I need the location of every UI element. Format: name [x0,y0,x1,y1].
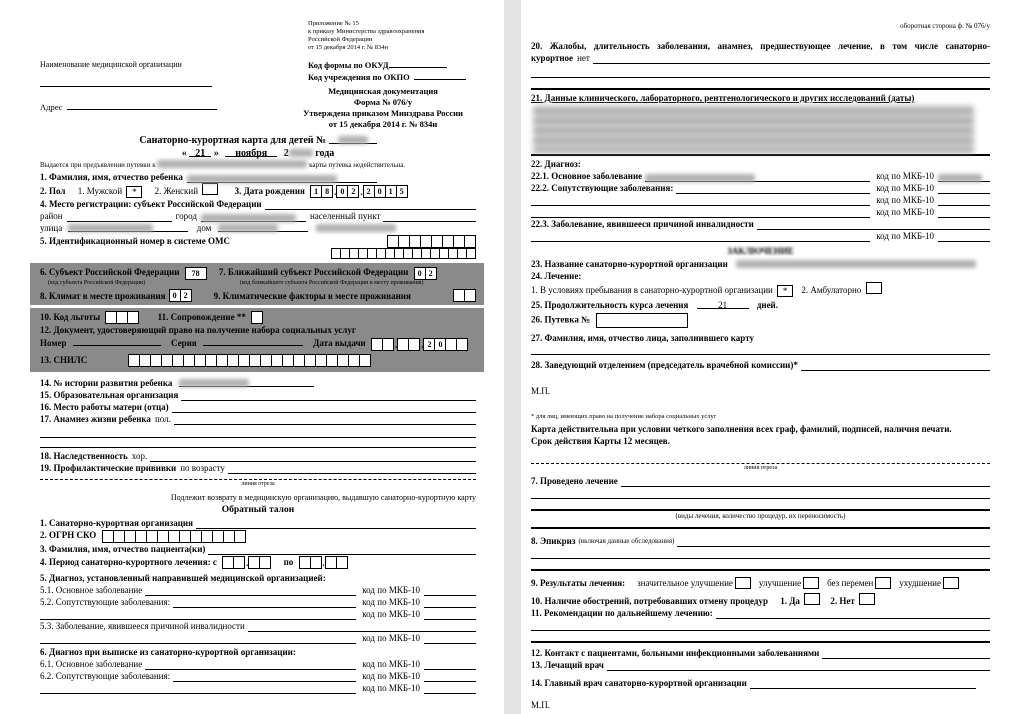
talon-field-6-2-row [40,670,476,682]
okpo-label: Код учреждения по ОКПО [308,72,410,82]
field-20-blank [593,54,990,64]
back-field-12-label: 12. Контакт с пациентами, больными инфекционными заболеваниями [531,648,820,658]
field-16-blank [172,403,476,413]
result-no-change-checkbox [875,577,891,589]
field-18-blank [150,452,476,462]
field-14-label: 14. № истории развития ребенка [40,378,173,389]
field-22-3-row [531,218,990,230]
result-worsening-checkbox [943,577,959,589]
doc-issue-date-boxes: . . 2 0 [372,338,469,351]
field-4-blank [265,200,476,210]
oms-boxes-row2 [332,248,476,259]
okud-label: Код формы по ОКУД [308,60,389,70]
voucher-number-box [596,313,688,328]
field-10-boxes [106,311,139,324]
gray-section-benefits [30,308,484,372]
doc-series-label: Серия [170,338,197,349]
talon-field-2-label: 2. ОГРН СКО [40,530,97,541]
back-field-13-row [531,659,990,671]
org-name-blank [40,86,212,87]
field-19-row [40,462,476,474]
continuation-blank [40,634,356,644]
field-22-2-cont-row [531,194,990,206]
issue-day: 21 [189,147,211,157]
field-25-value: 21 [697,299,749,309]
field-8-boxes: 0 2 [170,289,192,302]
field-6-7-notes [40,280,476,287]
address-extra-redacted [316,224,396,232]
field-12-values-row [40,336,476,350]
issue-month: ноября [225,147,277,157]
blank-line [531,154,990,156]
mkb-label: код по МКБ-10 [362,609,420,619]
okud-blank [389,58,447,68]
result-improvement-label: улучшение [758,578,802,588]
field-21-redacted-block [533,105,974,153]
page-divider [504,0,521,714]
result-significant-improvement-checkbox [735,577,751,589]
talon-field-5-2-cont-row [40,608,476,620]
talon-field-1-blank [196,519,476,529]
back-field-10-label: 10. Наличие обострений, потребовавших отмену процедур [531,596,768,606]
talon-field-2-row [40,529,476,542]
blank-line [40,447,476,448]
talon-field-1-label: 1. Санаторно-курортная организация [40,518,193,529]
talon-field-5-2-blank [173,598,356,608]
talon-field-5-3-row [40,620,476,632]
mkb-blank [938,208,990,218]
sex-female-checkbox [202,183,218,195]
form-title [40,134,476,147]
issue-note [40,160,476,171]
meddoc-line: Утверждена приказом Минздрава России [303,108,463,118]
talon-field-4-label: 4. Период санаторно-курортного лечения: с [40,556,217,567]
back-field-8-label: 8. Эпикриз [531,536,576,546]
annex-line: к приказу Министерства здравоохранения [308,28,425,35]
meddoc-line: Форма № 076/у [353,97,413,107]
blank-line [531,77,990,78]
mkb-blank [424,586,476,596]
field-13-label: 13. СНИЛС [40,354,88,365]
mkb-label: код по МКБ-10 [362,585,420,595]
gray-section-region-codes [30,263,484,304]
doc-issue-date-label: Дата выдачи [313,338,366,349]
field-12-label: 12. Документ, удостоверяющий право на получение набора социальных услуг [40,325,356,336]
talon-field-5-3-cont-row [40,632,476,644]
back-field-7-row [531,475,990,487]
back-field-8-row [531,535,990,547]
field-6-boxes: 78 [186,267,207,280]
field-24-header: 24. Лечение: [531,271,582,281]
field-7-label: 7. Ближайший субъект Российской Федерации [218,267,409,278]
field-23-row [531,258,990,270]
stamp-mark: М.П. [531,386,551,396]
field-19-value: по возрасту [180,463,225,474]
address-field [40,100,217,112]
blank-line [531,498,990,499]
exacerbation-yes-label: 1. Да [780,596,800,606]
field-16-row [40,401,476,413]
conclusion-title: ЗАКЛЮЧЕНИЕ [727,246,794,256]
field-19-label: 19. Профилактические прививки [40,463,177,474]
back-field-7-label: 7. Проведено лечение [531,476,618,486]
field-5-oms [40,235,476,259]
talon-field-3-blank [208,545,476,555]
back-field-9-row [531,577,990,589]
settlement-label: населенный пункт [309,211,381,222]
okud-field [308,58,447,70]
field-6-7-row [40,266,476,279]
validity-note-line1: Карта действительна при условии четкого заполнения всех граф, фамилий, подписей, наличия печати. [531,424,952,434]
talon-field-5-1-row [40,584,476,596]
issue-note-pre: Выдается при предъявлении путевки к [40,161,156,169]
field-26-label: 26. Путевка № [531,314,591,325]
back-field-11-row [531,607,990,619]
blank-line [531,569,990,571]
field-28-blank [801,361,990,371]
field-1-child-name [40,171,476,183]
doc-series-blank [203,336,303,346]
field-18-value: хор. [131,451,148,462]
doc-number-blank [73,336,161,346]
field-17-blank [174,415,476,425]
validity-note-line2: Срок действия Карты 12 месяцев. [531,436,670,446]
settlement-blank [383,212,476,222]
back-field-7-note: (виды лечения, количество процедур, их переносимость) [675,512,846,520]
continuation-blank [40,684,356,694]
blank-line [40,437,476,438]
field-22-3-cont-row [531,230,990,242]
talon-field-6-1-blank [145,660,356,670]
back-field-8-blank [677,537,990,547]
doc-number-label: Номер [40,338,67,349]
period-to-label: по [283,556,294,567]
mkb-blank [424,672,476,682]
field-22-1-label: 22.1. Основное заболевание [531,171,643,181]
field-2-label: 2. Пол [40,186,66,196]
annex-reference [308,20,425,52]
return-note: Подлежит возврату в медицинскую организацию, выдавшую санаторно-курортную карту [170,493,476,503]
field-17-row [40,413,476,425]
blank-line [531,641,990,643]
cut-line-label: линия отреза [241,481,275,488]
mkb-blank [938,172,990,182]
blank-line [531,527,990,529]
house-blank [218,222,308,232]
blank-line [531,88,990,90]
talon-field-5-2-row [40,596,476,608]
issue-year-word: года [315,148,335,159]
field-10-label: 10. Код льготы [40,311,101,322]
talon-field-3-label: 3. Фамилия, имя, отчество пациента(ки) [40,543,206,554]
result-improvement-checkbox [803,577,819,589]
form-front-page [0,0,504,714]
field-25-row [531,299,990,311]
field-22-2-label: 22.2. Сопутствующие заболевания: [531,183,674,193]
ogrn-boxes [103,530,246,543]
talon-field-3-row [40,543,476,555]
mkb-label: код по МКБ-10 [362,597,420,607]
treatment-outpatient-label: 2. Амбулаторно [801,285,862,295]
back-field-10-row [531,593,990,607]
field-15-row [40,389,476,401]
field-23-redacted [736,260,976,268]
field-22-1-row [531,170,990,182]
talon-field-5-1-blank [145,586,356,596]
snils-boxes [129,354,371,367]
field-28-row [531,359,990,371]
exacerbation-no-checkbox [859,593,875,605]
mkb-blank [938,232,990,242]
sex-male-checkbox: * [126,186,142,198]
annex-line: Приложение № 15 [308,20,359,27]
page1-header [40,20,476,134]
field-8-label: 8. Климат в месте проживания [40,290,166,301]
field-15-label: 15. Образовательная организация [40,390,179,401]
field-6-note: (код субъекта Российской Федерации) [48,279,146,286]
talon-field-4-row [40,556,476,569]
field-4-label: 4. Место регистрации: субъект Российской Федерации [40,199,262,210]
field-3-label: 3. Дата рождения [234,186,305,196]
field-23-label: 23. Название санаторно-курортной организации [531,259,728,269]
field-4-registration [40,198,476,210]
exacerbation-no-label: 2. Нет [830,596,855,606]
mkb-blank [424,660,476,670]
dob-boxes: 1 8 . 0 2 . 2 0 1 5 [311,185,408,198]
street-label: улица [40,223,63,234]
talon-field-5-header: 5. Диагноз, установленный направившей медицинской организацией: [40,573,326,583]
mkb-label: код по МКБ-10 [876,171,934,181]
field-26-row [531,313,990,328]
result-no-change-label: без перемен [827,578,874,588]
field-8-9-row [40,289,476,302]
field-20-value-row [531,52,990,64]
back-field-7-blank [621,477,990,487]
field-12-label-row [40,324,476,336]
talon-title: Обратный талон [221,505,295,516]
mkb-blank [424,598,476,608]
field-1-label: 1. Фамилия, имя, отчество ребенка [40,172,183,182]
annex-line: Российской Федерации [308,36,373,43]
blank-line [531,558,990,559]
treatment-outpatient-checkbox [866,282,882,294]
mkb-label: код по МКБ-10 [362,633,420,643]
field-16-label: 16. Место работы матери (отца) [40,402,169,413]
field-17-value: пол. [154,414,171,425]
issue-year-prefix: 2 [283,148,289,159]
oms-boxes-row1 [388,235,476,248]
address-blank [67,100,217,110]
mkb-label: код по МКБ-10 [876,231,934,241]
field-17-label: 17. Анамнез жизни ребенка [40,414,151,425]
talon-field-6-2-cont-row [40,682,476,694]
mkb-label: код по МКБ-10 [876,195,934,205]
field-13-row [40,354,476,367]
field-20-label-line1: 20. Жалобы, длительность заболевания, анамнез, предшествующее лечение, в том числе санаторно- [531,41,990,51]
field-22-1-blank [645,172,870,182]
back-field-13-blank [607,661,990,671]
oms-boxes-stack [328,235,476,259]
field-28-label: 28. Заведующий отделением (председатель врачебной комиссии)* [531,360,798,370]
annex-line: от 15 декабря 2014 г. № 834н [308,44,388,51]
field-22-header: 22. Диагноз: [531,159,581,169]
mkb-label: код по МКБ-10 [362,683,420,693]
field-5-label: 5. Идентификационный номер в системе ОМС [40,236,230,247]
cut-line-label: линия отреза [743,465,778,471]
talon-field-1-row [40,517,476,529]
field-22-2-blank [676,184,870,194]
field-27-blank [531,354,990,355]
continuation-blank [531,232,870,242]
talon-field-6-2-blank [173,672,356,682]
period-from-boxes: . [223,556,271,569]
treatment-inpatient-checkbox: * [777,285,793,297]
continuation-blank [40,610,356,620]
talon-field-5-3-label: 5.3. Заболевание, явившееся причиной инвалидности [40,621,245,631]
mkb-blank [938,196,990,206]
continuation-blank [531,196,870,206]
field-7-boxes: 0 2 [415,267,437,280]
field-27-label: 27. Фамилия, имя, отчество лица, заполнившего карту [531,333,754,343]
field-22-3-label: 22.3. Заболевание, явившееся причиной инвалидности [531,219,754,229]
result-significant-improvement-label: значительное улучшение [637,578,733,588]
back-field-14-row [531,677,990,689]
district-label: район [40,211,63,222]
field-22-3-blank [757,220,990,230]
talon-field-5-3-blank [248,622,476,632]
field-11-label: 11. Сопровождение ** [157,311,246,322]
district-blank [67,212,172,222]
meddoc-block [288,86,478,130]
meddoc-line: Медицинская документация [328,86,438,96]
mkb-label: код по МКБ-10 [876,183,934,193]
field-7-note: (код ближайшего субъекта Российской Федерации к месту проживания) [239,279,424,286]
field-10-11-row [40,311,476,324]
city-label: город [175,211,197,222]
issue-note-post: карты путевка недействительна. [309,161,406,169]
talon-field-6-1-row [40,658,476,670]
mkb-blank [424,610,476,620]
sex-male-label: 1. Мужской [77,186,123,196]
field-1-blank [187,173,377,183]
exacerbation-yes-checkbox [804,593,820,605]
form-title-text: Санаторно-курортная карта для детей № [139,135,327,146]
issue-note-redacted [157,160,307,168]
talon-field-6-header: 6. Диагноз при выписке из санаторно-курортной организации: [40,647,296,657]
field-25-suffix: дней. [756,300,778,310]
mkb-label: код по МКБ-10 [362,659,420,669]
okpo-blank [414,70,466,80]
org-name-label: Наименование медицинской организации [40,60,182,69]
talon-field-5-2-label: 5.2. Сопутствующие заболевания: [40,597,171,607]
result-worsening-label: ухудшение [899,578,941,588]
footnote: * для лиц, имеющих право на получение набора социальных услуг [531,413,717,420]
talon-field-6-1-label: 6.1. Основное заболевание [40,659,143,669]
house-label: дом [196,223,212,234]
back-field-13-label: 13. Лечащий врач [531,660,604,670]
card-number-blank [329,134,377,144]
field-4-street-house [40,222,476,234]
mkb-blank [424,684,476,694]
field-25-label: 25. Продолжительность курса лечения [531,300,689,310]
field-14-row [40,377,476,389]
back-field-14-label: 14. Главный врач санаторно-курортной организации [531,678,747,688]
mkb-blank [424,634,476,644]
field-19-blank [228,464,476,474]
field-20-label-line2: курортное [531,53,574,63]
back-field-9-label: 9. Результаты лечения: [531,578,626,588]
blank-line [531,630,990,631]
meddoc-line: от 15 декабря 2014 г. № 834н [328,119,438,129]
field-6-label: 6. Субъект Российской Федерации [40,267,180,278]
form-back-page [521,0,1024,714]
back-field-11-label: 11. Рекомендации по дальнейшему лечению: [531,608,713,618]
sex-female-label: 2. Женский [154,186,199,196]
field-2-3-sex-dob [40,183,476,198]
field-11-boxes [252,311,263,324]
okpo-field [308,70,466,82]
field-22-2-row [531,182,990,194]
field-22-2-cont-row [531,206,990,218]
field-18-row [40,450,476,462]
continuation-blank [531,208,870,218]
quote-open: « [181,148,187,159]
issue-year-redacted [289,149,313,157]
field-4-district-city [40,210,476,222]
address-label: Адрес [40,102,63,112]
talon-field-5-1-label: 5.1. Основное заболевание [40,585,143,595]
field-9-boxes [454,289,476,302]
stamp-mark: М.П. [531,700,551,710]
form-date-line [40,147,476,160]
field-9-label: 9. Климатические факторы в месте проживания [213,290,411,301]
period-to-boxes: . [300,556,348,569]
field-15-blank [181,391,476,401]
field-21-label: 21. Данные клинического, лабораторного, рентгенологического и других исследований (даты) [531,93,915,103]
back-field-8-note: (включая данные обследования) [578,537,675,545]
field-18-label: 18. Наследственность [40,451,128,462]
field-24-options-row [531,282,990,297]
city-blank [201,212,306,222]
mkb-label: код по МКБ-10 [876,207,934,217]
street-blank [68,222,188,232]
corner-note: оборотная сторона ф. № 076/у [900,22,990,30]
talon-field-6-2-label: 6.2. Сопутствующие заболевания: [40,671,171,681]
back-field-14-blank [750,679,976,689]
back-field-12-row [531,647,990,659]
back-field-12-blank [822,649,990,659]
field-14-blank [179,377,314,387]
quote-close: » [213,148,219,159]
back-field-11-blank [716,609,990,619]
mkb-label: код по МКБ-10 [362,671,420,681]
mkb-blank [938,184,990,194]
treatment-inpatient-label: 1. В условиях пребывания в санаторно-курортной организации [531,285,773,295]
field-20-value: нет [577,53,590,63]
